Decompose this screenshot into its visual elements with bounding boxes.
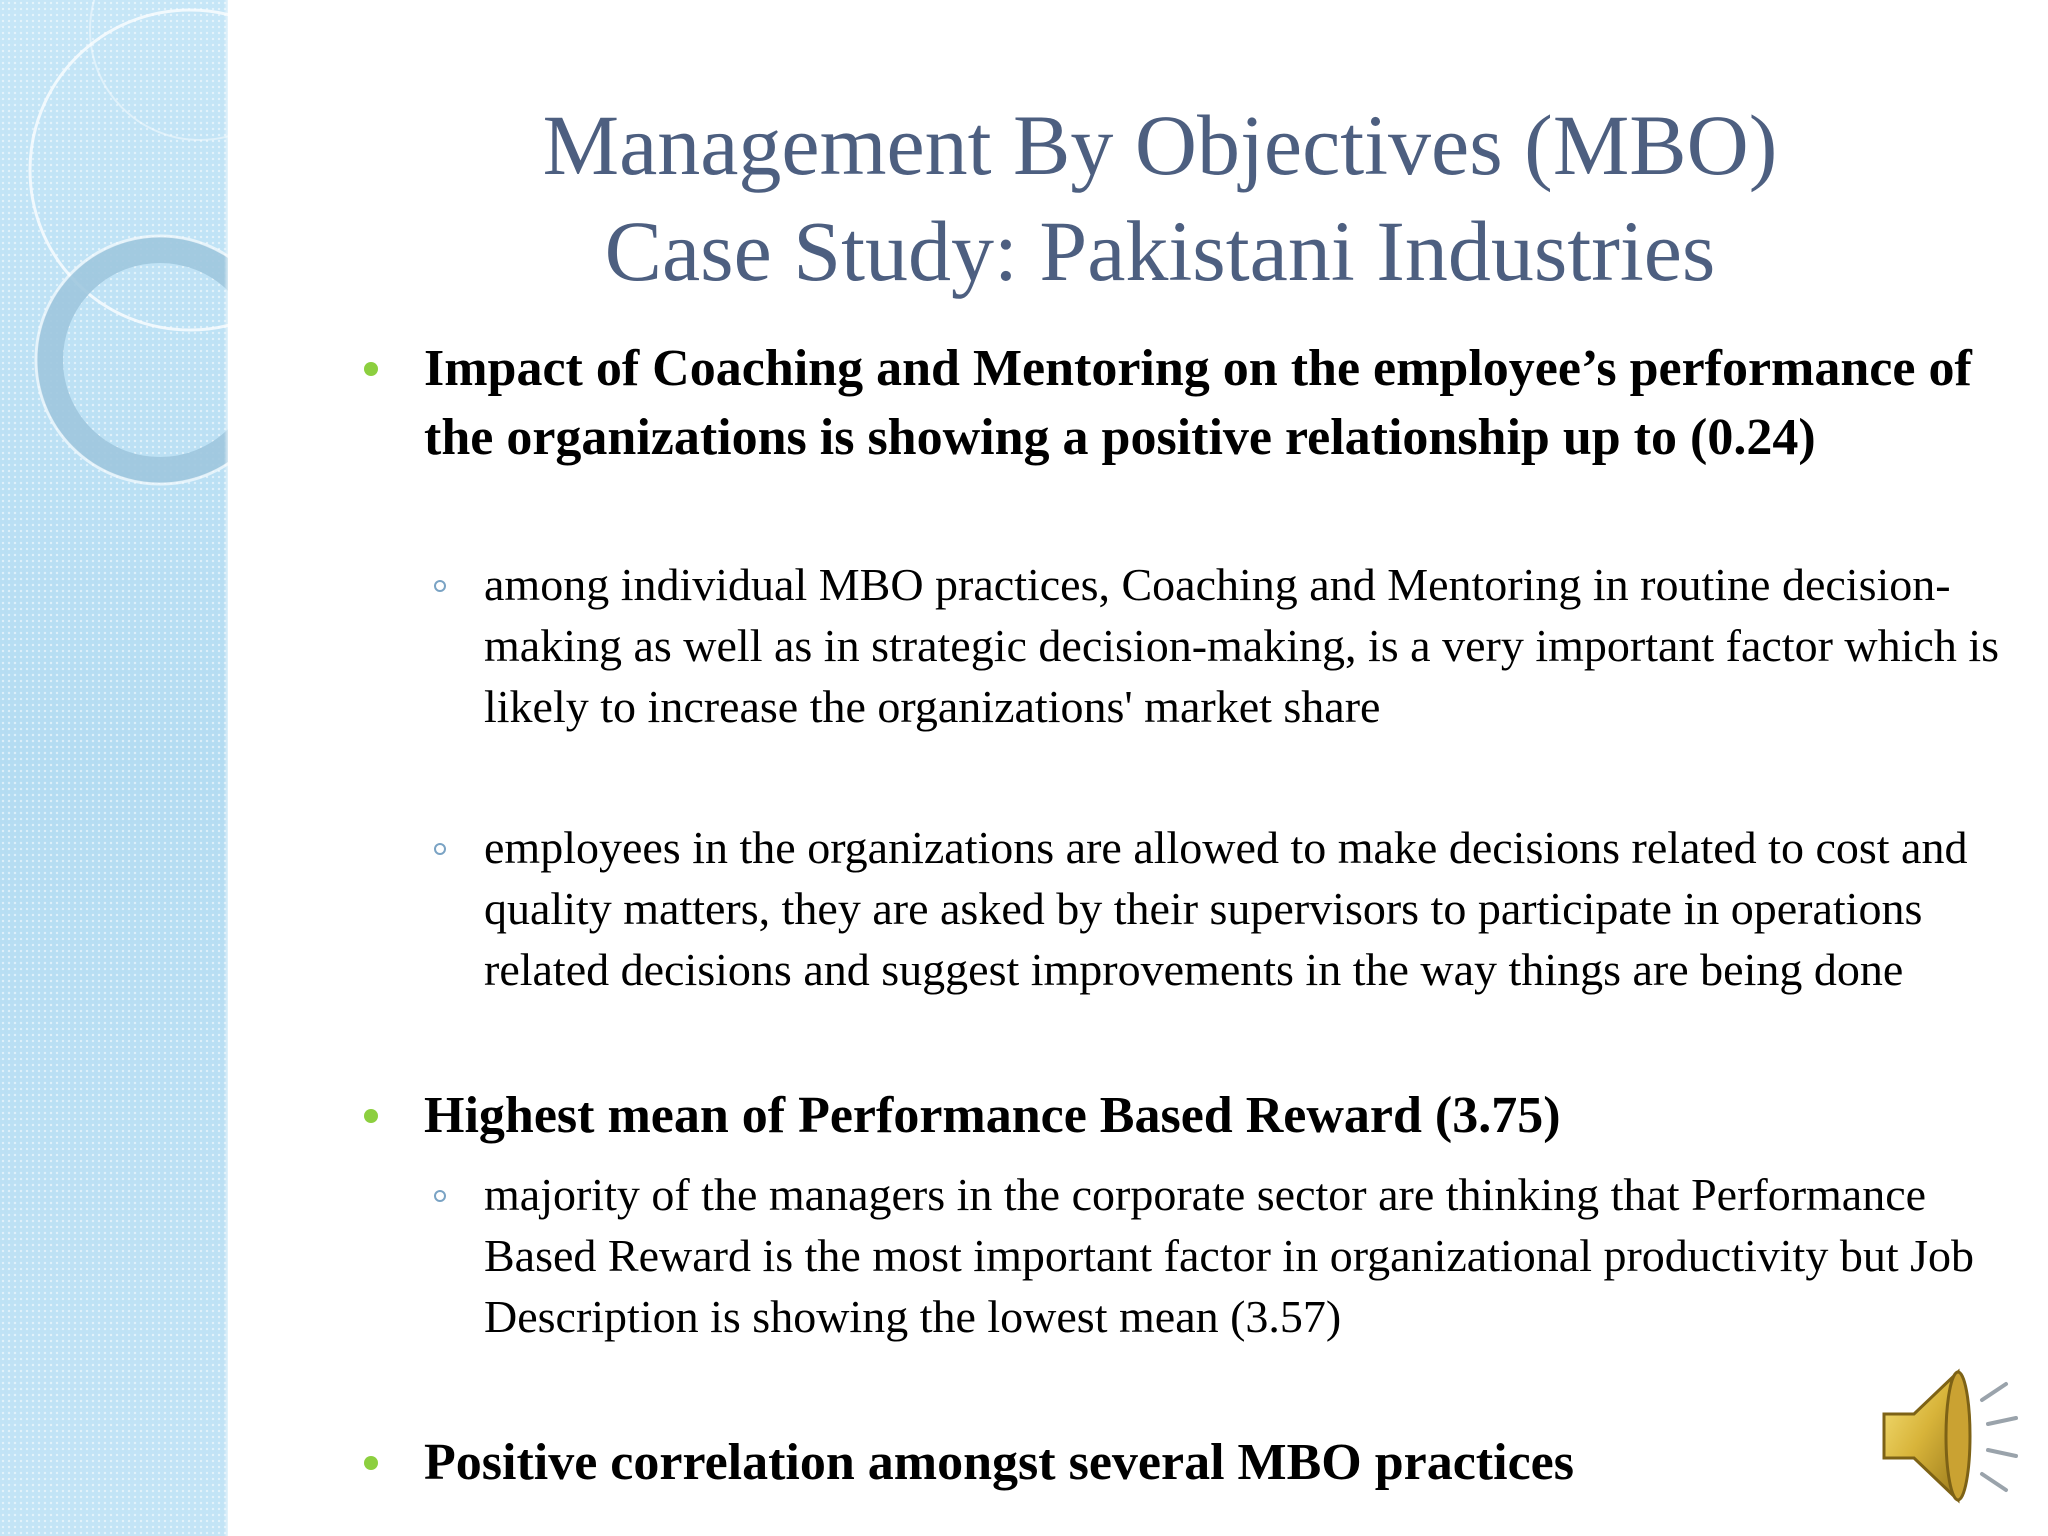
subpoint-2-1: majority of the managers in the corporate sector are thinking that Performance Based Reward is the most important factor in organizational productivity but Job Description is showing the lowest mean (3.57) xyxy=(484,1169,1975,1342)
subpoint-1-1: among individual MBO practices, Coaching and Mentoring in routine decision-making as well as in strategic decision-making, is a very important factor which is likely to increase the organizations' market share xyxy=(484,559,2000,732)
green-dot-bullet-icon xyxy=(364,1456,378,1470)
point-3: Positive correlation amongst several MBO practices xyxy=(424,1434,1574,1491)
green-dot-bullet-icon xyxy=(364,1109,378,1123)
hollow-circle-bullet-icon xyxy=(434,843,446,855)
point-1: Impact of Coaching and Mentoring on the employee’s performance of the organizations is showing a positive relationship up to (0.24) xyxy=(424,340,1972,466)
slide-title-line-1: Management By Objectives (MBO) xyxy=(542,97,1778,193)
green-dot-bullet-icon xyxy=(364,362,378,376)
point-2: Highest mean of Performance Based Reward (3.75) xyxy=(424,1087,1561,1144)
slide-title-line-2: Case Study: Pakistani Industries xyxy=(604,203,1716,299)
hollow-circle-bullet-icon xyxy=(434,580,446,592)
speaker-icon[interactable] xyxy=(1870,1356,2030,1516)
subpoint-1-2: employees in the organizations are allowed to make decisions related to cost and quality matters, they are asked by their supervisors to participate in operations related decisions and suggest improvements in the way things are being done xyxy=(484,822,1968,995)
hollow-circle-bullet-icon xyxy=(434,1190,446,1202)
